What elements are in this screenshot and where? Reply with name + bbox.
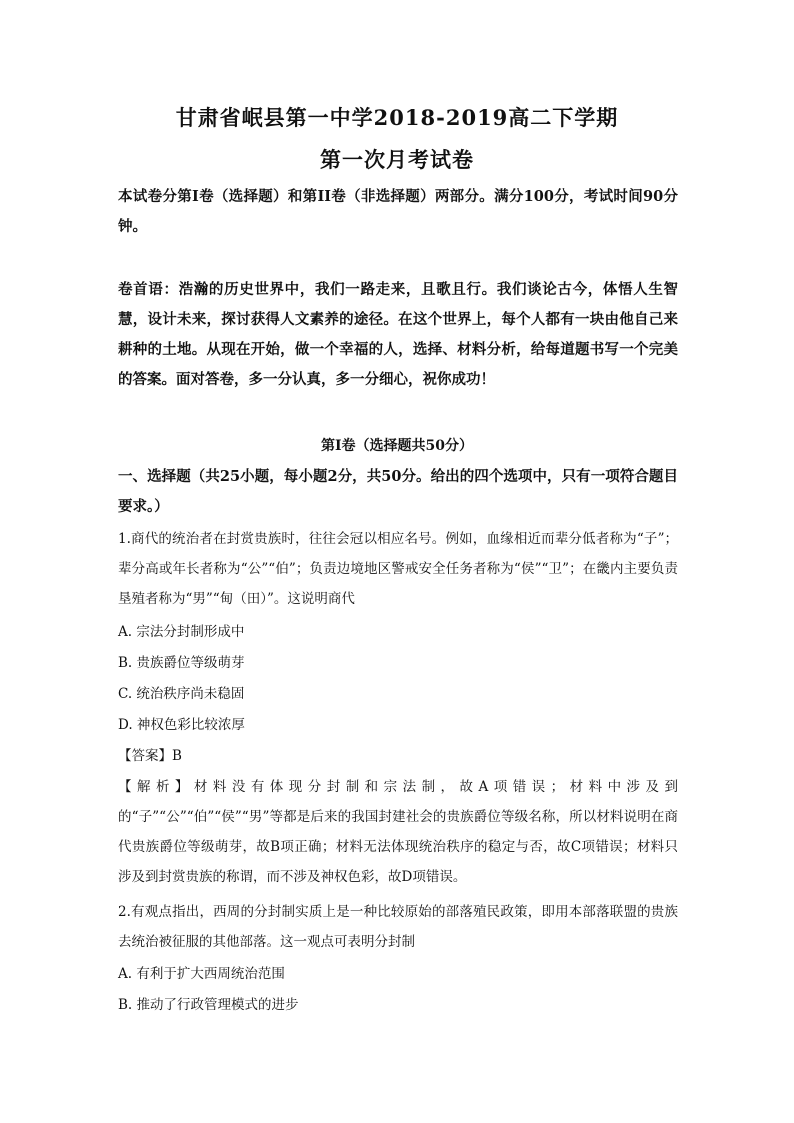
section-instructions: 一、选择题（共25小题，每小题2分，共50分。给出的四个选项中，只有一项符合题目要求。） xyxy=(118,468,678,515)
question-1-option-a: A. 宗法分封制形成中 xyxy=(118,624,245,640)
question-1-stem: 1.商代的统治者在封赏贵族时，往往会冠以相应名号。例如，血缘相近而辈分低者称为“子”；辈分高或年长者称为“公”“伯”；负责边境地区警戒安全任务者称为“侯”“卫”；在畿内主要负责垦殖者称为“男”“甸（田）”。这说明商代 xyxy=(118,531,678,607)
question-1-answer: 【答案】B xyxy=(118,748,182,764)
section-heading: 第I卷（选择题共50分） xyxy=(320,438,474,454)
question-1-option-b: B. 贵族爵位等级萌芽 xyxy=(118,655,245,671)
question-1-option-d: D. 神权色彩比较浓厚 xyxy=(118,717,245,733)
question-2-stem: 2.有观点指出，西周的分封制实质上是一种比较原始的部落殖民政策，即用本部落联盟的贵族去统治被征服的其他部落。这一观点可表明分封制 xyxy=(118,904,678,950)
question-2-option-b: B. 推动了行政管理模式的进步 xyxy=(118,997,299,1013)
question-2-option-a: A. 有利于扩大西周统治范围 xyxy=(118,966,285,982)
preface: 卷首语：浩瀚的历史世界中，我们一路走来，且歌且行。我们谈论古今，体悟人生智慧，设计未来，探讨获得人文素养的途径。在这个世界上，每个人都有一块由他自己来耕种的土地。从现在开始，做一个幸福的人，选择、材料分析，给每道题书写一个完美的答案。面对答卷，多一分认真，多一分细心，祝你成功！ xyxy=(118,281,678,388)
question-1-analysis: 【解析】材料没有体现分封制和宗法制，故A项错误；材料中涉及到的“子”“公”“伯”“侯”“男”等都是后来的我国封建社会的贵族爵位等级名称，所以材料说明在商代贵族爵位等级萌芽，故B项正确；材料无法体现统治秩序的稳定与否，故C项错误；材料只涉及到封赏贵族的称谓，而不涉及神权色彩，故D项错误。 xyxy=(118,779,678,885)
exam-title: 甘肃省岷县第一中学2018-2019高二下学期 xyxy=(175,105,619,130)
question-1-option-c: C. 统治秩序尚未稳固 xyxy=(118,686,245,702)
exam-subtitle: 第一次月考试卷 xyxy=(320,147,474,172)
paper-info: 本试卷分第I卷（选择题）和第II卷（非选择题）两部分。满分100分，考试时间90分钟。 xyxy=(118,188,678,235)
